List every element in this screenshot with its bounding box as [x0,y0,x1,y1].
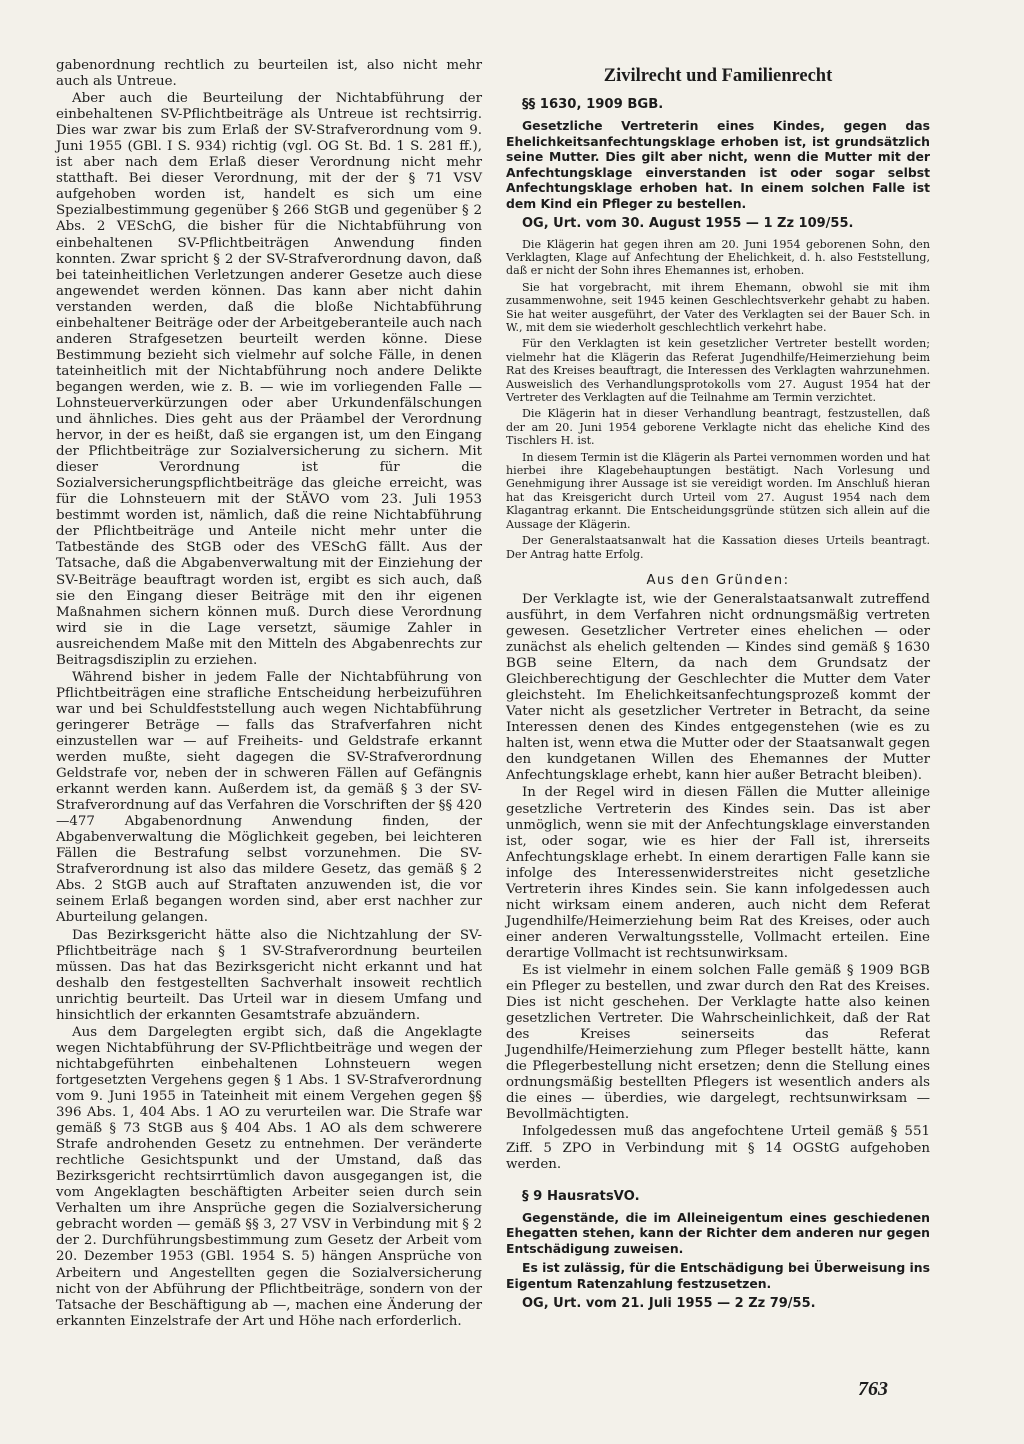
headnote: Es ist zulässig, für die Entschädigung bei Überweisung ins Eigentum Ratenzahlung festzusetzen. [506,1260,930,1291]
reasons-paragraph: Infolgedessen muß das angefochtene Urteil gemäß § 551 Ziff. 5 ZPO in Verbindung mit § 14 OGStG aufgehoben werden. [506,1124,930,1172]
statute-reference: § 9 HausratsVO. [522,1188,640,1204]
reasons-heading: Aus den Gründen: [646,572,790,588]
facts-paragraph: Die Klägerin hat gegen ihren am 20. Juni 1954 geborenen Sohn, den Verklagten, Klage auf Anfechtung der Ehelichkeit, d. h. also Feststellung, daß er nicht der Sohn ihres Ehemannes ist, erhoben. [506,237,930,278]
body-paragraph: Während bisher in jedem Falle der Nichtabführung von Pflichtbeiträgen eine strafliche Entscheidung herbeizuführen war und bei Schuldfeststellung auch wegen Nichtabführung geringerer Beträge — falls das Strafverfahren nicht einzustellen war — auf Freiheits- und Geldstrafe erkannt werden mußte, sieht dagegen die SV-Strafverordnung Geldstrafe vor, neben der in schweren Fällen auf Gefängnis erkannt werden kann. Außerdem ist, da gemäß § 3 der SV-Strafverordnung auf das Verfahren die Vorschriften der §§ 420—477 Abgabenordnung Anwendung finden, der Abgabenverwaltung die Möglichkeit gegeben, bei leichteren Fällen die Bestrafung selbst vorzunehmen. Die SV-Strafverordnung ist also das mildere Gesetz, das gemäß § 2 Abs. 2 StGB auch auf Straftaten anzuwenden ist, die vor seinem Erlaß begangen worden sind, aber erst nachher zur Aburteilung gelangen. [56,669,482,926]
section-heading: Zivilrecht und Familienrecht [603,66,833,86]
facts-paragraph: Die Klägerin hat in dieser Verhandlung beantragt, festzustellen, daß der am 20. Juni 1954 geborene Verklagte nicht das eheliche Kind des Tischlers H. ist. [506,407,930,448]
reasons-paragraph: Der Verklagte ist, wie der Generalstaatsanwalt zutreffend ausführt, in dem Verfahren nicht ordnungsmäßig vertreten gewesen. Gesetzlicher Vertreter eines ehelichen — oder zunächst als ehelich geltenden — Kindes sind gemäß § 1630 BGB seine Eltern, da nach dem Grundsatz der Gleichberechtigung der Geschlechter die Mutter dem Vater gleichsteht. Im Ehelichkeitsanfechtungsprozeß kommt der Vater nicht als gesetzlicher Vertreter in Betracht, da seine Interessen denen des Kindes entgegenstehen (wie es zu halten ist, wenn etwa die Mutter oder der Staatsanwalt gegen den kundgetanen Willen des Ehemannes der Mutter Anfechtungsklage erhebt, kann hier außer Betracht bleiben). [506,591,930,784]
facts-paragraph: Der Generalstaatsanwalt hat die Kassation dieses Urteils beantragt. Der Antrag hatte Erfolg. [506,534,930,561]
page-number: 763 [858,1378,888,1400]
decision-citation: OG, Urt. vom 21. Juli 1955 — 2 Zz 79/55. [522,1295,816,1311]
facts-paragraph: Sie hat vorgebracht, mit ihrem Ehemann, obwohl sie mit ihm zusammenwohne, seit 1945 keinen Geschlechtsverkehr gehabt zu haben. Sie hat weiter ausgeführt, der Vater des Verklagten sei der Bauer Sch. in W., mit dem sie wiederholt geschlechtlich verkehrt habe. [506,280,930,334]
headnote: Gesetzliche Vertreterin eines Kindes, gegen das Ehelichkeitsanfechtungsklage erhoben ist, ist grundsätzlich seine Mutter. Dies gilt aber nicht, wenn die Mutter mit der Anfechtungsklage einverstanden ist oder sogar selbst Anfechtungsklage erhoben hat. In einem solchen Falle ist dem Kind ein Pfleger zu bestellen. [506,118,930,211]
facts-paragraph: In diesem Termin ist die Klägerin als Partei vernommen worden und hat hierbei ihre Klagebehauptungen bestätigt. Nach Vorlesung und Genehmigung ihrer Aussage ist sie vereidigt worden. Im Anschluß hieran hat das Kreisgericht durch Urteil vom 27. August 1954 nach dem Klagantrag erkannt. Die Entscheidungsgründe stützen sich allein auf die Aussage der Klägerin. [506,450,930,531]
statute-reference: §§ 1630, 1909 BGB. [522,97,664,112]
left-column [56,58,482,1331]
right-column [506,66,930,1318]
body-paragraph: Aus dem Dargelegten ergibt sich, daß die Angeklagte wegen Nichtabführung der SV-Pflichtbeiträge und wegen der nichtabgeführten einbehaltenen Lohnsteuern wegen fortgesetzten Vergehens gegen § 1 Abs. 1 SV-Strafverordnung vom 9. Juni 1955 in Tateinheit mit einem Vergehen gegen §§ 396 Abs. 1, 404 Abs. 1 AO zu verurteilen war. Die Strafe war gemäß § 73 StGB aus § 404 Abs. 1 AO als dem schwerere Strafe androhenden Gesetz zu entnehmen. Der veränderte rechtliche Gesichtspunkt und der Umstand, daß das Bezirksgericht rechtsirrtümlich davon ausgegangen ist, die vom Angeklagten beschäftigten Arbeiter seien durch sein Verhalten um ihre Ansprüche gegen die Sozialversicherung gebracht worden — gemäß §§ 3, 27 VSV in Verbindung mit § 2 der 2. Durchführungsbestimmung zum Gesetz der Arbeit vom 20. Dezember 1953 (GBl. 1954 S. 5) hängen Ansprüche von Arbeitern und Angestellten gegen die Sozialversicherung nicht von der Abführung der Pflichtbeiträge, sondern von der Tatsache der Beschäftigung ab —, machen eine Änderung der erkannten Einzelstrafe der Art und Höhe nach erforderlich. [56,1024,482,1329]
body-paragraph: gabenordnung rechtlich zu beurteilen ist, also nicht mehr auch als Untreue. [56,58,482,90]
facts-paragraph: Für den Verklagten ist kein gesetzlicher Vertreter bestellt worden; vielmehr hat die Klägerin das Referat Jugendhilfe/Heimerziehung beim Rat des Kreises beauftragt, die Interessen des Verklagten wahrzunehmen. Ausweislich des Verhandlungsprotokolls vom 27. August 1954 hat der Vertreter des Verklagten auf die Teilnahme am Termin verzichtet. [506,337,930,405]
headnote: Gegenstände, die im Alleineigentum eines geschiedenen Ehegatten stehen, kann der Richter dem anderen nur gegen Entschädigung zuweisen. [506,1209,930,1256]
body-paragraph: Das Bezirksgericht hätte also die Nichtzahlung der SV-Pflichtbeiträge nach § 1 SV-Strafverordnung beurteilen müssen. Das hat das Bezirksgericht nicht erkannt und hat deshalb den festgestellten Sachverhalt insoweit rechtlich unrichtig beurteilt. Das Urteil war in diesem Umfang und hinsichtlich der erkannten Gesamtstrafe abzuändern. [56,927,482,1023]
reasons-paragraph: In der Regel wird in diesen Fällen die Mutter alleinige gesetzliche Vertreterin des Kindes sein. Das ist aber unmöglich, wenn sie mit der Anfechtungsklage einverstanden ist, oder sogar, wie es hier der Fall ist, ihrerseits Anfechtungsklage erhebt. In einem derartigen Falle kann sie infolge des Interessenwiderstreites nicht gesetzliche Vertreterin ihres Kindes sein. Sie kann infolgedessen auch nicht wirksam einem anderen, auch nicht dem Referat Jugendhilfe/Heimerziehung beim Rat des Kreises, oder auch einer anderen Verwaltungsstelle, Vollmacht erteilen. Eine derartige Vollmacht ist rechtsunwirksam. [506,785,930,961]
body-paragraph: Aber auch die Beurteilung der Nichtabführung der einbehaltenen SV-Pflichtbeiträge als Untreue ist rechtsirrig. Dies war zwar bis zum Erlaß der SV-Strafverordnung vom 9. Juni 1955 (GBl. I S. 934) richtig (vgl. OG St. Bd. 1 S. 281 ff.), ist aber nach dem Erlaß dieser Verordnung nicht mehr statthaft. Bei dieser Verordnung, mit der der § 71 VSV aufgehoben worden ist, handelt es sich um eine Spezialbestimmung gegenüber § 266 StGB und gegenüber § 2 Abs. 2 VESchG, die bisher für die Nichtabführung von einbehaltenen SV-Pflichtbeiträgen Anwendung finden konnten. Zwar spricht § 2 der SV-Strafverordnung davon, daß bei tateinheitlichen Verletzungen anderer Gesetze auch diese angewendet werden können. Das kann aber nicht dahin verstanden werden, daß die bloße Nichtabführung einbehaltener Beiträge oder der Arbeitgeberanteile auch nach anderen Strafgesetzen beurteilt werden könne. Diese Bestimmung bezieht sich vielmehr auf solche Fälle, in denen tateinheitlich mit der Nichtabführung noch andere Delikte begangen werden, wie z. B. — wie im vorliegenden Falle — Lohnsteuerverkürzungen oder aber Urkundenfälschungen und ähnliches. Dies geht aus der Präambel der Verordnung hervor, in der es heißt, daß sie ergangen ist, um den Eingang der Pflichtbeiträge zur Sozialversicherung zu sichern. Mit dieser Verordnung ist für die Sozialversicherungspflichtbeiträge das gleiche erreicht, was für die Lohnsteuern mit der StÄVO vom 23. Juli 1953 bestimmt worden ist, nämlich, daß die reine Nichtabführung der Pflichtbeiträge und Anteile nicht mehr unter die Tatbestände des StGB oder des VESchG fällt. Aus der Tatsache, daß die Abgabenverwaltung mit der Einziehung der SV-Beiträge beauftragt worden ist, ergibt es sich auch, daß sie den Eingang dieser Beiträge mit den ihr eigenen Maßnahmen sichern können muß. Durch diese Verordnung wird sie in die Lage versetzt, säumige Zahler in ausreichendem Maße mit den Mitteln des Abgabenrechts zur Beitragsdisziplin zu erziehen. [56,91,482,668]
decision-citation: OG, Urt. vom 30. August 1955 — 1 Zz 109/55. [522,215,854,231]
reasons-paragraph: Es ist vielmehr in einem solchen Falle gemäß § 1909 BGB ein Pfleger zu bestellen, und zwar durch den Rat des Kreises. Dies ist nicht geschehen. Der Verklagte hatte also keinen gesetzlichen Vertreter. Die Wahrscheinlichkeit, daß der Rat des Kreises seinerseits das Referat Jugendhilfe/Heimerziehung zum Pfleger bestellt hätte, kann die Pflegerbestellung nicht ersetzen; denn die Stellung eines ordnungsmäßig bestellten Pflegers ist wesentlich anders als die eines — überdies, wie dargelegt, rechtsunwirksam — Bevollmächtigten. [506,962,930,1123]
